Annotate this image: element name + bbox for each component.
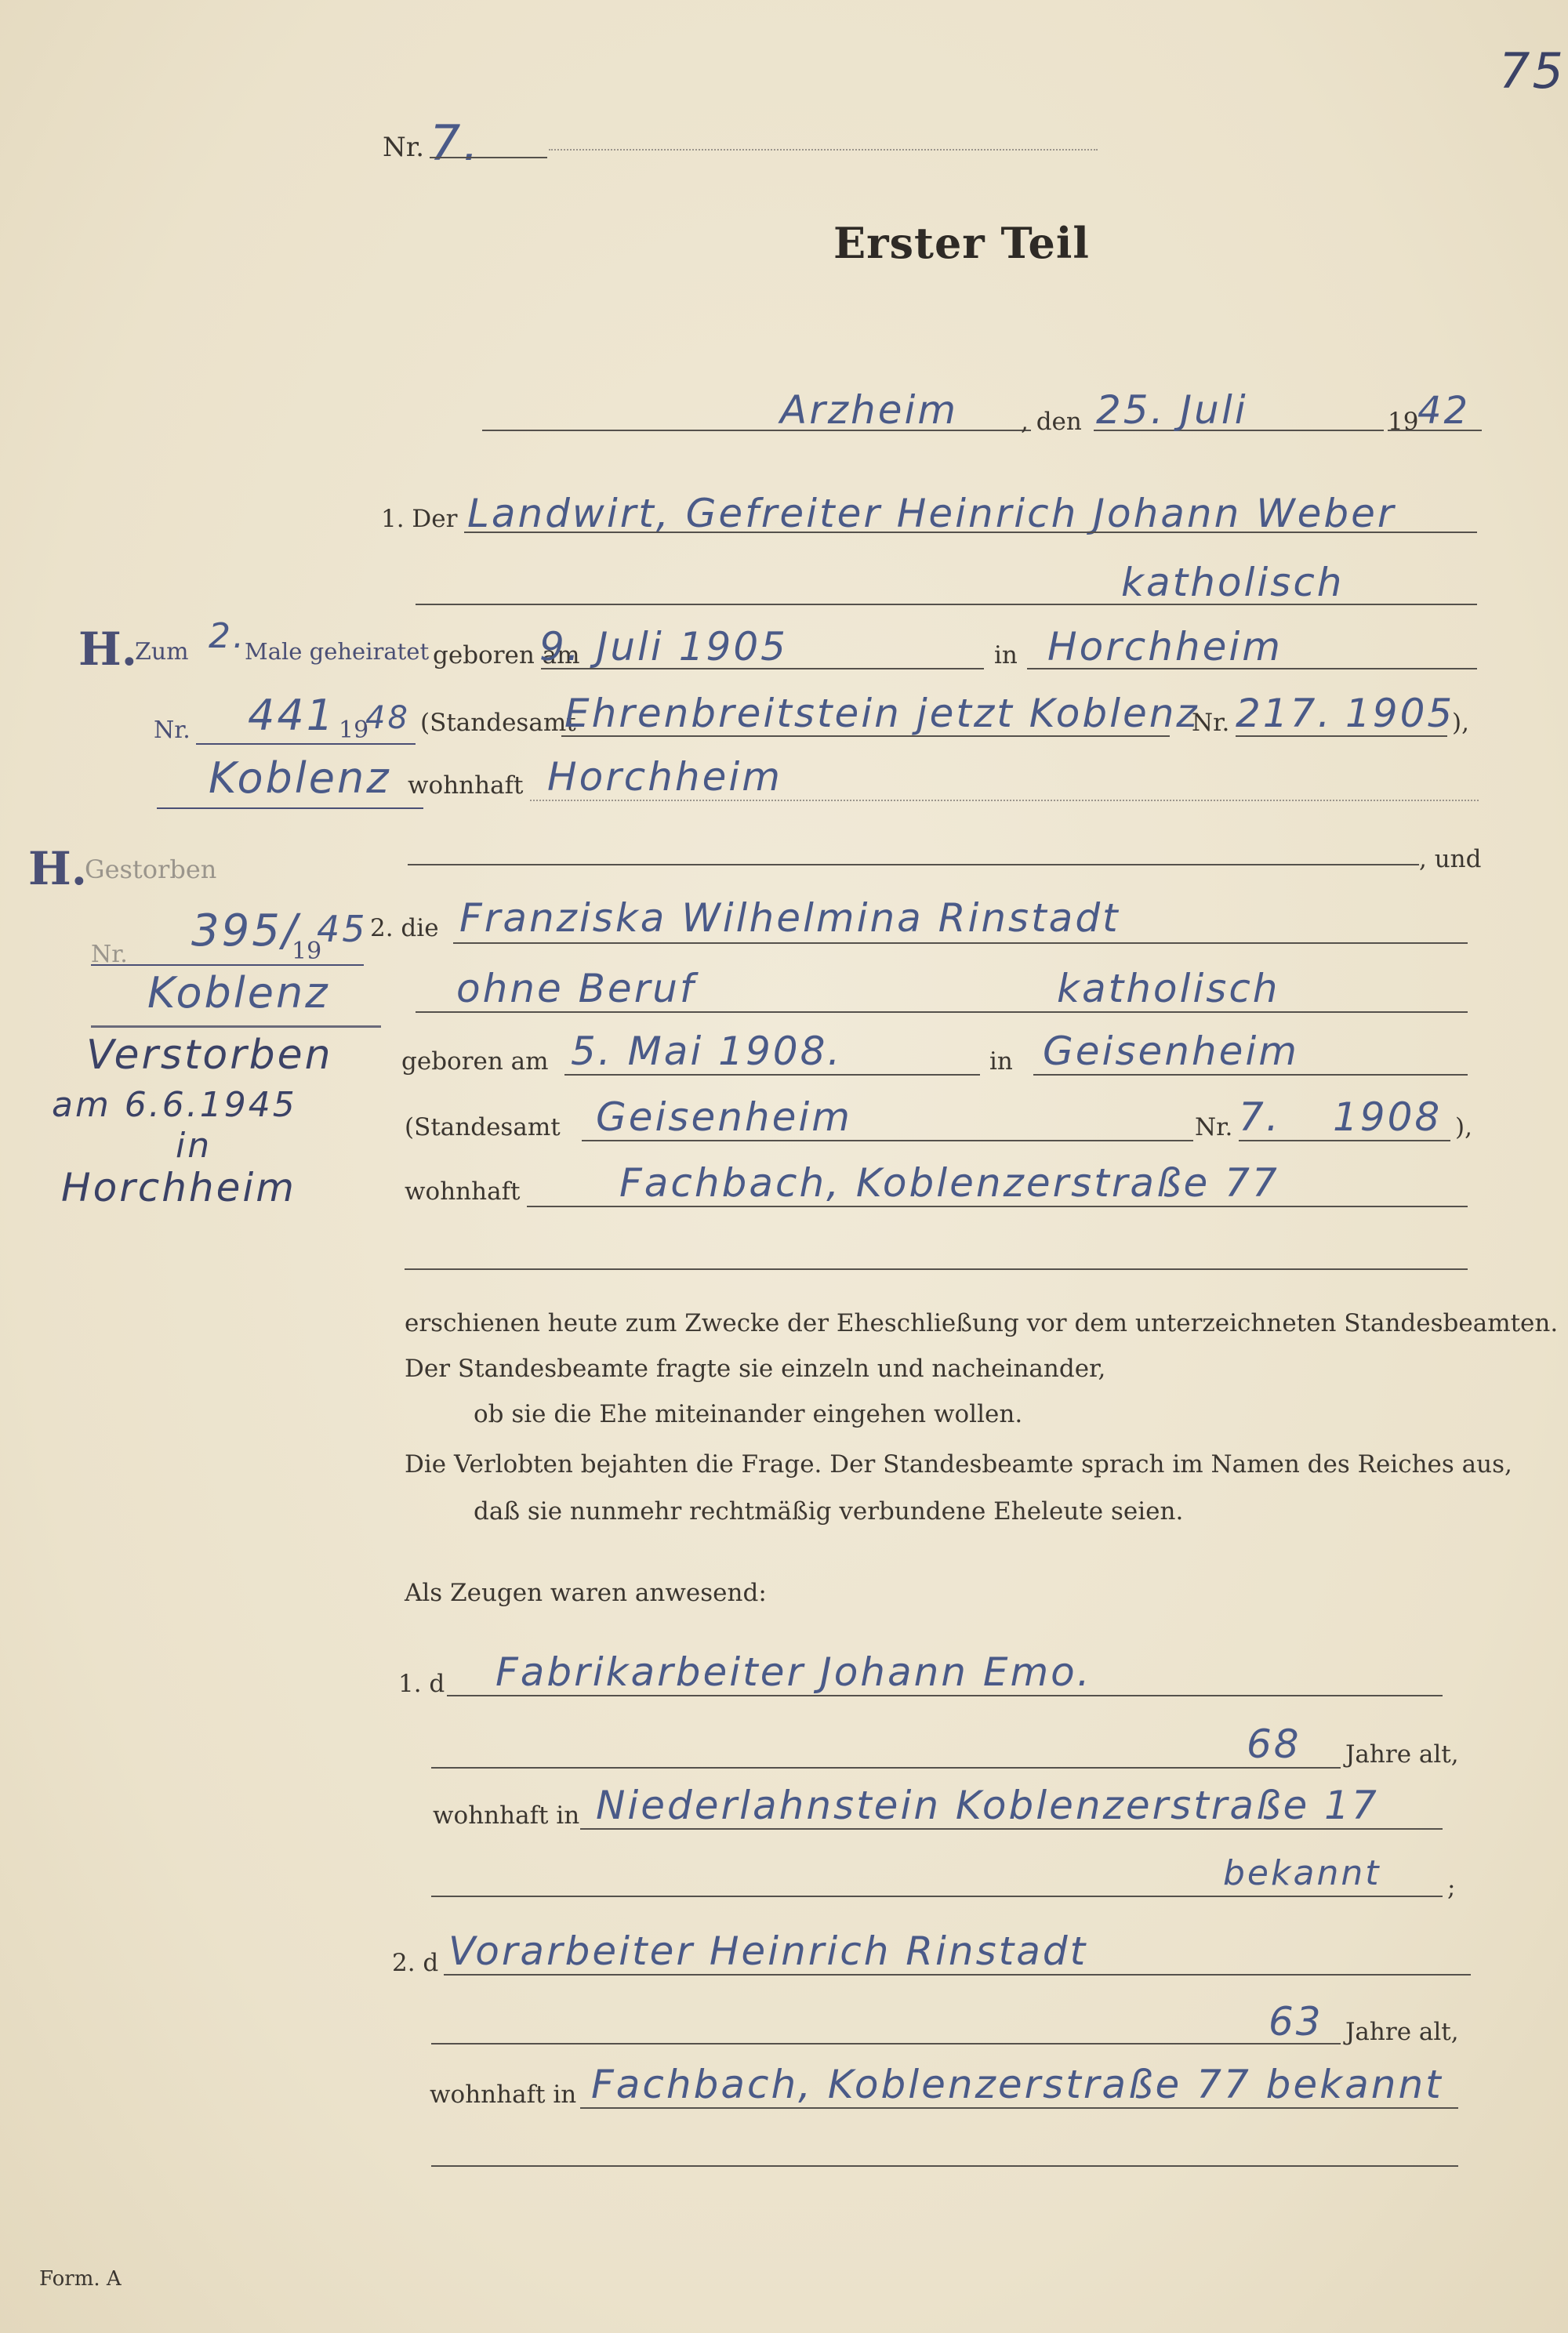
person1-und: , und bbox=[1419, 845, 1482, 873]
person1-name-line: Landwirt, Gefreiter Heinrich Johann Weber bbox=[467, 491, 1396, 536]
margin-gestorben-label: Gestorben bbox=[85, 854, 217, 884]
witness1-residence: Niederlahnstein Koblenzerstraße 17 bbox=[596, 1783, 1379, 1828]
page-title: Erster Teil bbox=[833, 218, 1090, 268]
ceremony-line-2: Der Standesbeamte fragte sie einzeln und nacheinander, bbox=[405, 1355, 1106, 1383]
witness2-extra-line bbox=[431, 2165, 1458, 2167]
person2-beruf-underline bbox=[416, 1011, 1468, 1013]
person1-residence: Horchheim bbox=[547, 754, 782, 800]
person2-residence: Fachbach, Koblenzerstraße 77 bbox=[619, 1160, 1279, 1206]
person2-religion: katholisch bbox=[1057, 966, 1280, 1011]
witness1-num-label: 1. d bbox=[398, 1670, 445, 1698]
person1-birth-place-underline bbox=[1027, 668, 1477, 669]
person1-wohnhaft-label: wohnhaft bbox=[408, 771, 524, 800]
person1-reg-underline bbox=[1236, 735, 1447, 737]
margin-place1: Koblenz bbox=[209, 753, 391, 803]
person2-birth-date-underline bbox=[564, 1074, 980, 1076]
witness1-age: 68 bbox=[1247, 1722, 1301, 1767]
person1-religion: katholisch bbox=[1121, 560, 1345, 605]
margin-note-line3: in bbox=[176, 1126, 212, 1166]
margin-note-line2: am 6.6.1945 bbox=[52, 1085, 297, 1125]
person1-close-paren: ), bbox=[1452, 709, 1469, 737]
person2-standesamt-label: (Standesamt bbox=[405, 1113, 561, 1141]
ceremony-line-1: erschienen heute zum Zwecke der Eheschließung vor dem unterzeichneten Standesbeamten. bbox=[405, 1309, 1559, 1337]
header-nr-dots bbox=[549, 149, 1098, 151]
date-den-label: , den bbox=[1021, 408, 1082, 436]
person2-name-line: Franziska Wilhelmina Rinstadt bbox=[459, 895, 1120, 941]
witness1-name: Fabrikarbeiter Johann Emo. bbox=[495, 1649, 1092, 1695]
person2-reg-year: 1908 bbox=[1333, 1094, 1443, 1140]
ceremony-line-3: ob sie die Ehe miteinander eingehen wollen. bbox=[474, 1400, 1023, 1428]
person2-birth-date: 5. Mai 1908. bbox=[571, 1029, 843, 1074]
person2-birth-place-underline bbox=[1033, 1074, 1468, 1076]
person2-name-underline bbox=[453, 942, 1468, 944]
person1-standesamt-underline bbox=[561, 735, 1170, 737]
margin-zum-label: Zum bbox=[135, 638, 189, 666]
person1-num-label: 1. Der bbox=[381, 505, 458, 533]
margin-place1-underline bbox=[157, 807, 423, 809]
date-day-month: 25. Juli bbox=[1096, 387, 1248, 433]
person1-in-label: in bbox=[994, 641, 1018, 669]
witness2-wohnhaft-label: wohnhaft in bbox=[430, 2081, 577, 2109]
person1-nr-label: Nr. bbox=[1192, 709, 1230, 737]
person2-beruf: ohne Beruf bbox=[456, 966, 696, 1011]
margin-year-value: 48 bbox=[365, 700, 410, 736]
header-nr-label: Nr. bbox=[383, 132, 425, 163]
person2-close-paren: ), bbox=[1455, 1113, 1472, 1141]
margin-nr2-underline bbox=[91, 964, 364, 966]
person2-geboren-label: geboren am bbox=[401, 1047, 549, 1076]
witness2-num-label: 2. d bbox=[392, 1949, 439, 1977]
witness1-wohnhaft-label: wohnhaft in bbox=[433, 1801, 580, 1830]
margin-h1-letter: H. bbox=[78, 622, 137, 676]
margin-year-prefix: 19 bbox=[339, 717, 369, 744]
person1-standesamt-label: (Standesamt bbox=[420, 709, 576, 737]
margin-nr-underline bbox=[196, 743, 416, 745]
date-year-prefix: 19 bbox=[1388, 408, 1419, 436]
witness1-end: ; bbox=[1447, 1874, 1456, 1902]
person2-in-label: in bbox=[989, 1047, 1013, 1076]
margin-zum-value: 2. bbox=[209, 616, 246, 656]
person1-birth-date: 9. Juli 1905 bbox=[539, 624, 788, 669]
header-nr-value: 7. bbox=[430, 114, 481, 172]
ceremony-line-4: Die Verlobten bejahten die Frage. Der Standesbeamte sprach im Namen des Reiches aus, bbox=[405, 1450, 1512, 1479]
person2-standesamt: Geisenheim bbox=[596, 1094, 852, 1140]
margin-male-label: Male geheiratet bbox=[245, 638, 430, 665]
margin-nr2-label: Nr. bbox=[91, 941, 128, 968]
date-underline-3 bbox=[1388, 430, 1482, 431]
witness2-age-underline bbox=[431, 2043, 1341, 2045]
witness2-name-underline bbox=[444, 1974, 1471, 1976]
person1-standesamt: Ehrenbreitstein jetzt Koblenz bbox=[564, 691, 1200, 736]
witness2-residence-underline bbox=[580, 2107, 1458, 2109]
person1-birth-place: Horchheim bbox=[1047, 624, 1283, 669]
person2-wohnhaft-label: wohnhaft bbox=[405, 1177, 521, 1206]
margin-nr2-value: 395/ bbox=[191, 905, 299, 956]
person2-extra-line bbox=[405, 1268, 1468, 1270]
margin-year2-prefix: 19 bbox=[292, 938, 322, 965]
person1-reg-nr: 217. bbox=[1236, 691, 1333, 736]
header-nr-underline bbox=[430, 157, 547, 158]
person2-birth-place: Geisenheim bbox=[1043, 1029, 1299, 1074]
person2-num-label: 2. die bbox=[370, 914, 439, 942]
margin-place2-underline bbox=[91, 1025, 381, 1028]
person2-standesamt-underline bbox=[582, 1140, 1193, 1141]
date-year-suffix: 42 bbox=[1417, 389, 1471, 433]
person1-extra-line bbox=[408, 864, 1419, 865]
margin-place2: Koblenz bbox=[147, 968, 330, 1018]
person2-reg-underline bbox=[1239, 1140, 1450, 1141]
person1-religion-underline bbox=[416, 604, 1477, 605]
ceremony-line-5: daß sie nunmehr rechtmäßig verbundene Eheleute seien. bbox=[474, 1497, 1184, 1526]
witness2-residence: Fachbach, Koblenzerstraße 77 bekannt bbox=[591, 2062, 1443, 2107]
margin-nr-label: Nr. bbox=[154, 717, 191, 744]
witnesses-heading: Als Zeugen waren anwesend: bbox=[405, 1579, 767, 1607]
date-place: Arzheim bbox=[780, 387, 959, 433]
margin-year2-value: 45 bbox=[317, 908, 368, 950]
margin-h2-letter: H. bbox=[28, 842, 87, 895]
witness1-age-underline bbox=[431, 1767, 1341, 1769]
witness1-note-underline bbox=[431, 1896, 1443, 1897]
witness2-name: Vorarbeiter Heinrich Rinstadt bbox=[448, 1928, 1088, 1974]
witness1-residence-underline bbox=[580, 1828, 1443, 1830]
person1-reg-year: 1905 bbox=[1345, 691, 1455, 736]
page-number: 75 bbox=[1499, 42, 1566, 100]
witness2-age-label: Jahre alt, bbox=[1345, 2018, 1459, 2046]
margin-note-line1: Verstorben bbox=[86, 1032, 333, 1079]
witness1-name-underline bbox=[447, 1695, 1443, 1696]
person1-name-underline bbox=[464, 532, 1477, 533]
person2-nr-label: Nr. bbox=[1195, 1113, 1233, 1141]
person1-geboren-label: geboren am bbox=[433, 641, 580, 669]
form-label: Form. A bbox=[39, 2267, 122, 2291]
witness2-age: 63 bbox=[1269, 1999, 1323, 2045]
margin-note-line4: Horchheim bbox=[61, 1165, 296, 1210]
person2-reg-nr: 7. bbox=[1239, 1094, 1281, 1140]
person1-residence-underline bbox=[530, 800, 1479, 801]
person1-birth-date-underline bbox=[541, 668, 984, 669]
witness1-age-label: Jahre alt, bbox=[1345, 1740, 1459, 1769]
margin-nr-value: 441 bbox=[248, 691, 336, 740]
witness1-note: bekannt bbox=[1223, 1853, 1381, 1893]
person2-residence-underline bbox=[527, 1206, 1468, 1207]
